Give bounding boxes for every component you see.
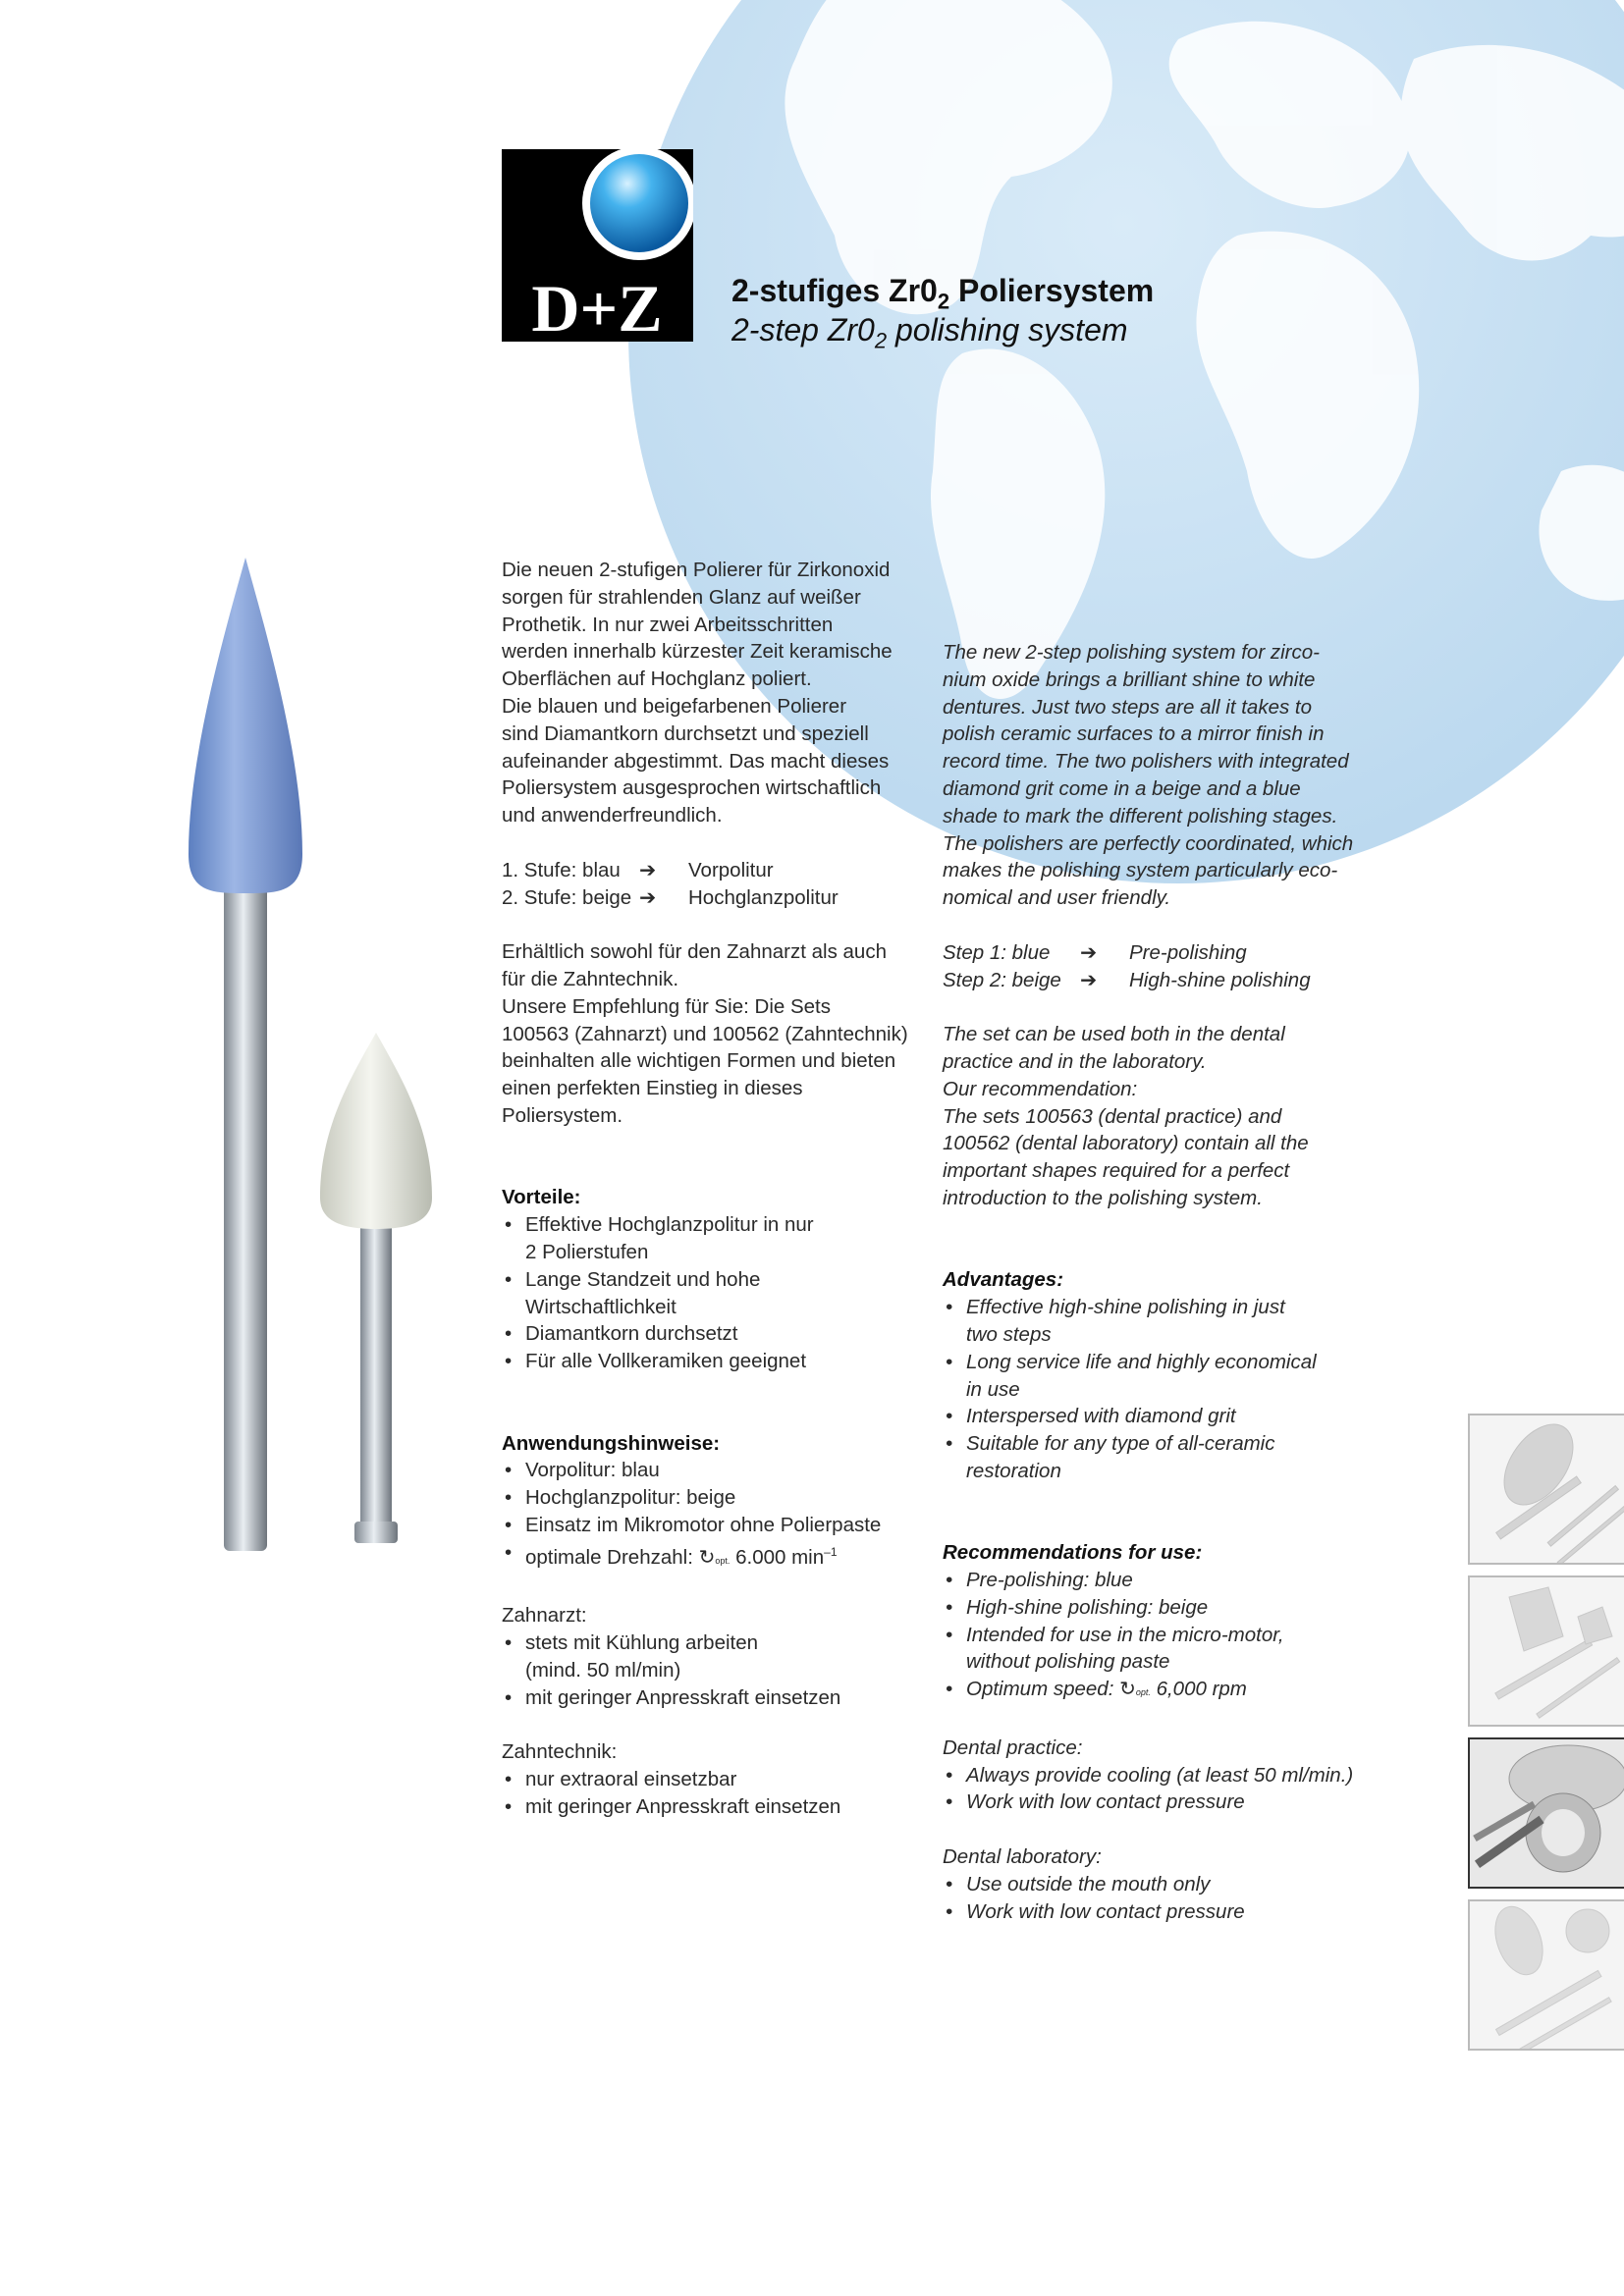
- text-line: introduction to the polishing system.: [943, 1186, 1263, 1209]
- text-line: Erhältlich sowohl für den Zahnarzt als auch: [502, 940, 887, 964]
- dentist-item: • Work with low contact pressure: [943, 1789, 1394, 1816]
- dentist-item: • Always provide cooling (at least 50 ml/min.): [943, 1762, 1394, 1789]
- advantage-item: • Interspersed with diamond grit: [943, 1403, 1394, 1430]
- polishing-step: Step 2: beige ➔ High-shine polishing: [943, 967, 1394, 994]
- title-english: 2-step $Zr0_2$ polishing system: [731, 312, 1128, 353]
- polishing-step: 1. Stufe: blau ➔ Vorpolitur: [502, 857, 924, 884]
- thumbnail-diamond-burs: [1468, 1414, 1624, 1565]
- text-line: Oberflächen auf Hochglanz poliert.: [502, 667, 812, 691]
- german-lab-heading: Zahntechnik:: [502, 1740, 618, 1764]
- english-usage-heading: Recommendations for use:: [943, 1541, 1203, 1565]
- german-advantages-heading: Vorteile:: [502, 1186, 581, 1209]
- english-speed-item: • Optimum speed: ↻opt. 6,000 rpm: [943, 1676, 1394, 1707]
- text-line: Die neuen 2-stufigen Polierer für Zirkonoxid: [502, 559, 891, 581]
- advantage-item: • Long service life and highly economical in use: [943, 1349, 1394, 1404]
- lab-item: • mit geringer Anpresskraft einsetzen: [502, 1793, 924, 1821]
- text-line: 100563 (Zahnarzt) und 100562 (Zahntechnik): [502, 1022, 908, 1045]
- english-dentist-list: [943, 1762, 1394, 1817]
- text-line: practice and in the laboratory.: [943, 1049, 1207, 1073]
- english-lab-heading: Dental laboratory:: [943, 1845, 1102, 1869]
- text-line: beinhalten alle wichtigen Formen und bieten: [502, 1049, 896, 1073]
- advantage-item: • Suitable for any type of all-ceramic restoration: [943, 1430, 1394, 1485]
- text-line: makes the polishing system particularly eco-: [943, 859, 1338, 882]
- arrow-right-icon: ➔: [1080, 940, 1098, 964]
- lab-item: • Work with low contact pressure: [943, 1898, 1394, 1926]
- german-steps: [502, 857, 924, 912]
- dz-logo: [502, 149, 693, 342]
- polishing-step: Step 1: blue ➔ Pre-polishing: [943, 939, 1394, 967]
- lab-item: • Use outside the mouth only: [943, 1871, 1394, 1898]
- text-line: einen perfekten Einstieg in dieses Poliersystem.: [502, 1077, 803, 1127]
- text-line: nomical and user friendly.: [943, 886, 1171, 910]
- arrow-right-icon: ➔: [639, 885, 657, 909]
- text-line: The sets 100563 (dental practice) and: [943, 1104, 1282, 1128]
- german-speed-item: • optimale Drehzahl: ↻opt. 6.000 $\min^{-1}$: [502, 1539, 924, 1575]
- text-line: dentures. Just two steps are all it takes to: [943, 695, 1313, 719]
- thumbnail-grinding-tools: [1468, 1899, 1624, 2051]
- polisher-tools-image: [167, 530, 461, 1571]
- usage-item: • High-shine polishing: beige: [943, 1594, 1394, 1622]
- text-line: sind Diamantkorn durchsetzt und speziell: [502, 721, 869, 745]
- usage-item: • Einsatz im Mikromotor ohne Polierpaste: [502, 1512, 924, 1539]
- advantage-item: • Lange Standzeit und hohe Wirtschaftlichkeit: [502, 1266, 924, 1321]
- text-line: für die Zahntechnik.: [502, 967, 679, 990]
- text-line: werden innerhalb kürzester Zeit keramische: [502, 640, 893, 664]
- text-line: aufeinander abgestimmt. Das macht dieses: [502, 749, 890, 773]
- thumbnail-polishers-active: [1468, 1737, 1624, 1889]
- text-line: 100562 (dental laboratory) contain all the: [943, 1132, 1309, 1155]
- german-dentist-list: [502, 1629, 924, 1711]
- rotation-icon: ↻: [1119, 1679, 1136, 1701]
- advantage-item: • Effective high-shine polishing in just two steps: [943, 1294, 1394, 1349]
- advantage-item: • Für alle Vollkeramiken geeignet: [502, 1348, 924, 1375]
- english-advantages-heading: Advantages:: [943, 1268, 1064, 1292]
- polishing-step: 2. Stufe: beige ➔ Hochglanzpolitur: [502, 884, 924, 912]
- german-column: [502, 557, 924, 1820]
- text-line: The new 2-step polishing system for zirco-: [943, 641, 1320, 664]
- english-steps: [943, 939, 1394, 994]
- text-line: record time. The two polishers with integrated: [943, 750, 1349, 774]
- german-lab-list: [502, 1766, 924, 1821]
- text-line: und anwenderfreundlich.: [502, 804, 723, 828]
- dentist-item: • stets mit Kühlung arbeiten (mind. 50 ml/min): [502, 1629, 924, 1684]
- rotation-icon: ↻: [698, 1546, 716, 1569]
- arrow-right-icon: ➔: [1080, 968, 1098, 991]
- german-intro: [502, 557, 924, 829]
- text-line: The polishers are perfectly coordinated, which: [943, 831, 1354, 855]
- german-usage-heading: Anwendungshinweise:: [502, 1431, 721, 1455]
- english-intro: [943, 639, 1394, 912]
- advantage-item: • Effektive Hochglanzpolitur in nur 2 Polierstufen: [502, 1211, 924, 1266]
- text-line: sorgen für strahlenden Glanz auf weißer: [502, 585, 861, 609]
- text-line: shade to mark the different polishing stages.: [943, 804, 1338, 828]
- text-line: polish ceramic surfaces to a mirror finish in: [943, 722, 1325, 746]
- english-availability: [943, 1021, 1394, 1212]
- german-dentist-heading: Zahnarzt:: [502, 1604, 587, 1628]
- text-line: Prothetik. In nur zwei Arbeitsschritten: [502, 613, 834, 636]
- advantage-item: • Diamantkorn durchsetzt: [502, 1320, 924, 1348]
- english-lab-list: [943, 1871, 1394, 1926]
- usage-item: • Pre-polishing: blue: [943, 1567, 1394, 1594]
- text-line: The set can be used both in the dental: [943, 1023, 1285, 1046]
- german-advantages-list: [502, 1211, 924, 1375]
- text-line: diamond grit come in a beige and a blue: [943, 776, 1301, 800]
- german-availability: [502, 938, 924, 1130]
- usage-item: • Vorpolitur: blau: [502, 1457, 924, 1484]
- usage-item: • Intended for use in the micro-motor, without polishing paste: [943, 1622, 1394, 1677]
- english-advantages-list: [943, 1294, 1394, 1485]
- text-line: Die blauen und beigefarbenen Polierer: [502, 694, 847, 718]
- logo-lettering: D+Z: [531, 271, 663, 342]
- english-column: [943, 639, 1394, 1925]
- text-line: important shapes required for a perfect: [943, 1159, 1290, 1183]
- english-usage-list: [943, 1567, 1394, 1676]
- english-dentist-heading: Dental practice:: [943, 1735, 1083, 1759]
- text-line: nium oxide brings a brilliant shine to white: [943, 667, 1316, 691]
- text-line: Unsere Empfehlung für Sie: Die Sets: [502, 994, 831, 1018]
- lab-item: • nur extraoral einsetzbar: [502, 1766, 924, 1793]
- thumbnail-carbide-burs: [1468, 1575, 1624, 1727]
- title-german: 2-stufiges $Zr0_2$ Poliersystem: [731, 273, 1155, 314]
- text-line: Poliersystem ausgesprochen wirtschaftlich: [502, 776, 882, 800]
- text-line: Our recommendation:: [943, 1077, 1138, 1100]
- dentist-item: • mit geringer Anpresskraft einsetzen: [502, 1684, 924, 1712]
- arrow-right-icon: ➔: [639, 858, 657, 881]
- german-usage-list: [502, 1457, 924, 1538]
- usage-item: • Hochglanzpolitur: beige: [502, 1484, 924, 1512]
